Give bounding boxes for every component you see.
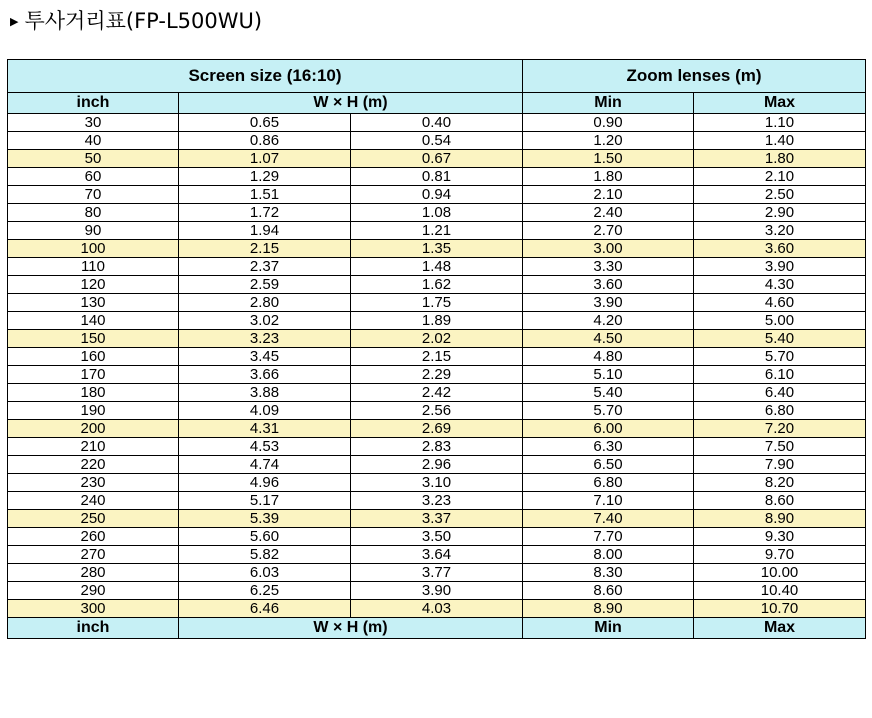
table-row bbox=[8, 420, 866, 438]
max-distance-cell: 9.30 bbox=[694, 528, 866, 546]
table-row bbox=[8, 474, 866, 492]
max-distance-cell: 6.80 bbox=[694, 402, 866, 420]
min-distance-cell: 3.00 bbox=[523, 240, 694, 258]
inch-cell: 210 bbox=[8, 438, 179, 456]
inch-cell: 160 bbox=[8, 348, 179, 366]
min-distance-cell: 5.70 bbox=[523, 402, 694, 420]
wh-column-footer: W × H (m) bbox=[179, 618, 523, 639]
max-column-header: Max bbox=[694, 93, 866, 114]
table-row bbox=[8, 492, 866, 510]
table-row bbox=[8, 312, 866, 330]
height-cell: 3.77 bbox=[351, 564, 523, 582]
width-cell: 5.39 bbox=[179, 510, 351, 528]
max-distance-cell: 10.00 bbox=[694, 564, 866, 582]
min-distance-cell: 2.40 bbox=[523, 204, 694, 222]
inch-cell: 200 bbox=[8, 420, 179, 438]
inch-cell: 30 bbox=[8, 114, 179, 132]
width-cell: 1.29 bbox=[179, 168, 351, 186]
page-title bbox=[10, 6, 262, 36]
table-row bbox=[8, 456, 866, 474]
table-row bbox=[8, 150, 866, 168]
height-cell: 0.81 bbox=[351, 168, 523, 186]
width-cell: 3.45 bbox=[179, 348, 351, 366]
min-distance-cell: 3.60 bbox=[523, 276, 694, 294]
height-cell: 0.67 bbox=[351, 150, 523, 168]
table-row bbox=[8, 276, 866, 294]
inch-cell: 80 bbox=[8, 204, 179, 222]
inch-cell: 170 bbox=[8, 366, 179, 384]
width-cell: 4.96 bbox=[179, 474, 351, 492]
height-cell: 2.96 bbox=[351, 456, 523, 474]
inch-column-footer: inch bbox=[8, 618, 179, 639]
min-distance-cell: 6.00 bbox=[523, 420, 694, 438]
inch-cell: 120 bbox=[8, 276, 179, 294]
height-cell: 2.56 bbox=[351, 402, 523, 420]
inch-cell: 140 bbox=[8, 312, 179, 330]
page-title-text: 투사거리표(FP-L500WU) bbox=[24, 9, 263, 33]
min-distance-cell: 7.10 bbox=[523, 492, 694, 510]
width-cell: 4.74 bbox=[179, 456, 351, 474]
inch-cell: 280 bbox=[8, 564, 179, 582]
width-cell: 1.94 bbox=[179, 222, 351, 240]
height-cell: 2.02 bbox=[351, 330, 523, 348]
height-cell: 2.15 bbox=[351, 348, 523, 366]
max-distance-cell: 8.90 bbox=[694, 510, 866, 528]
width-cell: 3.23 bbox=[179, 330, 351, 348]
inch-cell: 60 bbox=[8, 168, 179, 186]
min-distance-cell: 3.30 bbox=[523, 258, 694, 276]
max-distance-cell: 5.70 bbox=[694, 348, 866, 366]
width-cell: 3.66 bbox=[179, 366, 351, 384]
max-column-footer: Max bbox=[694, 618, 866, 639]
screen-size-group-header: Screen size (16:10) bbox=[8, 60, 523, 93]
max-distance-cell: 9.70 bbox=[694, 546, 866, 564]
inch-cell: 50 bbox=[8, 150, 179, 168]
width-cell: 1.72 bbox=[179, 204, 351, 222]
table-row bbox=[8, 222, 866, 240]
table-row bbox=[8, 168, 866, 186]
height-cell: 1.75 bbox=[351, 294, 523, 312]
min-distance-cell: 8.00 bbox=[523, 546, 694, 564]
width-cell: 0.86 bbox=[179, 132, 351, 150]
max-distance-cell: 7.50 bbox=[694, 438, 866, 456]
min-distance-cell: 5.10 bbox=[523, 366, 694, 384]
min-distance-cell: 4.50 bbox=[523, 330, 694, 348]
width-cell: 6.03 bbox=[179, 564, 351, 582]
wh-column-header: W × H (m) bbox=[179, 93, 523, 114]
width-cell: 4.53 bbox=[179, 438, 351, 456]
column-footer-row bbox=[8, 618, 866, 639]
inch-cell: 150 bbox=[8, 330, 179, 348]
max-distance-cell: 2.50 bbox=[694, 186, 866, 204]
width-cell: 2.15 bbox=[179, 240, 351, 258]
max-distance-cell: 10.40 bbox=[694, 582, 866, 600]
inch-cell: 250 bbox=[8, 510, 179, 528]
inch-cell: 220 bbox=[8, 456, 179, 474]
inch-cell: 190 bbox=[8, 402, 179, 420]
table-row bbox=[8, 348, 866, 366]
min-column-header: Min bbox=[523, 93, 694, 114]
inch-column-header: inch bbox=[8, 93, 179, 114]
inch-cell: 70 bbox=[8, 186, 179, 204]
height-cell: 4.03 bbox=[351, 600, 523, 618]
min-distance-cell: 4.80 bbox=[523, 348, 694, 366]
height-cell: 2.42 bbox=[351, 384, 523, 402]
max-distance-cell: 7.90 bbox=[694, 456, 866, 474]
height-cell: 0.94 bbox=[351, 186, 523, 204]
group-header-row bbox=[8, 60, 866, 93]
max-distance-cell: 4.30 bbox=[694, 276, 866, 294]
height-cell: 3.50 bbox=[351, 528, 523, 546]
column-header-row bbox=[8, 93, 866, 114]
min-distance-cell: 6.80 bbox=[523, 474, 694, 492]
max-distance-cell: 8.20 bbox=[694, 474, 866, 492]
min-distance-cell: 1.50 bbox=[523, 150, 694, 168]
min-distance-cell: 1.20 bbox=[523, 132, 694, 150]
min-distance-cell: 4.20 bbox=[523, 312, 694, 330]
height-cell: 1.21 bbox=[351, 222, 523, 240]
height-cell: 3.90 bbox=[351, 582, 523, 600]
max-distance-cell: 2.90 bbox=[694, 204, 866, 222]
max-distance-cell: 8.60 bbox=[694, 492, 866, 510]
table-row bbox=[8, 258, 866, 276]
inch-cell: 300 bbox=[8, 600, 179, 618]
width-cell: 0.65 bbox=[179, 114, 351, 132]
table-row bbox=[8, 132, 866, 150]
table-row bbox=[8, 114, 866, 132]
inch-cell: 90 bbox=[8, 222, 179, 240]
table-row bbox=[8, 204, 866, 222]
max-distance-cell: 5.00 bbox=[694, 312, 866, 330]
height-cell: 1.48 bbox=[351, 258, 523, 276]
max-distance-cell: 10.70 bbox=[694, 600, 866, 618]
width-cell: 5.82 bbox=[179, 546, 351, 564]
table-row bbox=[8, 582, 866, 600]
height-cell: 1.62 bbox=[351, 276, 523, 294]
table-row bbox=[8, 510, 866, 528]
table-row bbox=[8, 366, 866, 384]
table-row bbox=[8, 546, 866, 564]
inch-cell: 180 bbox=[8, 384, 179, 402]
triangle-bullet-icon: ▶ bbox=[10, 15, 19, 28]
projection-distance-table bbox=[7, 59, 866, 639]
width-cell: 1.07 bbox=[179, 150, 351, 168]
width-cell: 1.51 bbox=[179, 186, 351, 204]
height-cell: 2.29 bbox=[351, 366, 523, 384]
table-row bbox=[8, 402, 866, 420]
max-distance-cell: 6.10 bbox=[694, 366, 866, 384]
max-distance-cell: 5.40 bbox=[694, 330, 866, 348]
table-row bbox=[8, 186, 866, 204]
table-row bbox=[8, 294, 866, 312]
inch-cell: 130 bbox=[8, 294, 179, 312]
height-cell: 3.37 bbox=[351, 510, 523, 528]
inch-cell: 100 bbox=[8, 240, 179, 258]
max-distance-cell: 1.40 bbox=[694, 132, 866, 150]
min-distance-cell: 8.30 bbox=[523, 564, 694, 582]
min-column-footer: Min bbox=[523, 618, 694, 639]
max-distance-cell: 7.20 bbox=[694, 420, 866, 438]
inch-cell: 290 bbox=[8, 582, 179, 600]
height-cell: 1.08 bbox=[351, 204, 523, 222]
height-cell: 0.54 bbox=[351, 132, 523, 150]
min-distance-cell: 8.60 bbox=[523, 582, 694, 600]
min-distance-cell: 2.70 bbox=[523, 222, 694, 240]
height-cell: 0.40 bbox=[351, 114, 523, 132]
inch-cell: 270 bbox=[8, 546, 179, 564]
width-cell: 4.09 bbox=[179, 402, 351, 420]
width-cell: 3.02 bbox=[179, 312, 351, 330]
width-cell: 2.59 bbox=[179, 276, 351, 294]
inch-cell: 230 bbox=[8, 474, 179, 492]
max-distance-cell: 3.60 bbox=[694, 240, 866, 258]
max-distance-cell: 1.10 bbox=[694, 114, 866, 132]
height-cell: 3.23 bbox=[351, 492, 523, 510]
min-distance-cell: 3.90 bbox=[523, 294, 694, 312]
table-row bbox=[8, 330, 866, 348]
table-row bbox=[8, 240, 866, 258]
height-cell: 1.35 bbox=[351, 240, 523, 258]
max-distance-cell: 1.80 bbox=[694, 150, 866, 168]
height-cell: 3.64 bbox=[351, 546, 523, 564]
table-row bbox=[8, 438, 866, 456]
min-distance-cell: 7.70 bbox=[523, 528, 694, 546]
max-distance-cell: 2.10 bbox=[694, 168, 866, 186]
table-row bbox=[8, 384, 866, 402]
width-cell: 6.25 bbox=[179, 582, 351, 600]
max-distance-cell: 4.60 bbox=[694, 294, 866, 312]
min-distance-cell: 8.90 bbox=[523, 600, 694, 618]
zoom-lenses-group-header: Zoom lenses (m) bbox=[523, 60, 866, 93]
min-distance-cell: 6.30 bbox=[523, 438, 694, 456]
width-cell: 5.17 bbox=[179, 492, 351, 510]
table-row bbox=[8, 600, 866, 618]
width-cell: 4.31 bbox=[179, 420, 351, 438]
min-distance-cell: 7.40 bbox=[523, 510, 694, 528]
width-cell: 3.88 bbox=[179, 384, 351, 402]
height-cell: 1.89 bbox=[351, 312, 523, 330]
inch-cell: 240 bbox=[8, 492, 179, 510]
inch-cell: 40 bbox=[8, 132, 179, 150]
table-row bbox=[8, 528, 866, 546]
width-cell: 2.80 bbox=[179, 294, 351, 312]
width-cell: 5.60 bbox=[179, 528, 351, 546]
max-distance-cell: 3.20 bbox=[694, 222, 866, 240]
inch-cell: 260 bbox=[8, 528, 179, 546]
table-row bbox=[8, 564, 866, 582]
max-distance-cell: 3.90 bbox=[694, 258, 866, 276]
height-cell: 3.10 bbox=[351, 474, 523, 492]
height-cell: 2.83 bbox=[351, 438, 523, 456]
min-distance-cell: 0.90 bbox=[523, 114, 694, 132]
height-cell: 2.69 bbox=[351, 420, 523, 438]
min-distance-cell: 6.50 bbox=[523, 456, 694, 474]
inch-cell: 110 bbox=[8, 258, 179, 276]
width-cell: 2.37 bbox=[179, 258, 351, 276]
table-body bbox=[8, 114, 866, 618]
min-distance-cell: 2.10 bbox=[523, 186, 694, 204]
min-distance-cell: 1.80 bbox=[523, 168, 694, 186]
max-distance-cell: 6.40 bbox=[694, 384, 866, 402]
width-cell: 6.46 bbox=[179, 600, 351, 618]
min-distance-cell: 5.40 bbox=[523, 384, 694, 402]
